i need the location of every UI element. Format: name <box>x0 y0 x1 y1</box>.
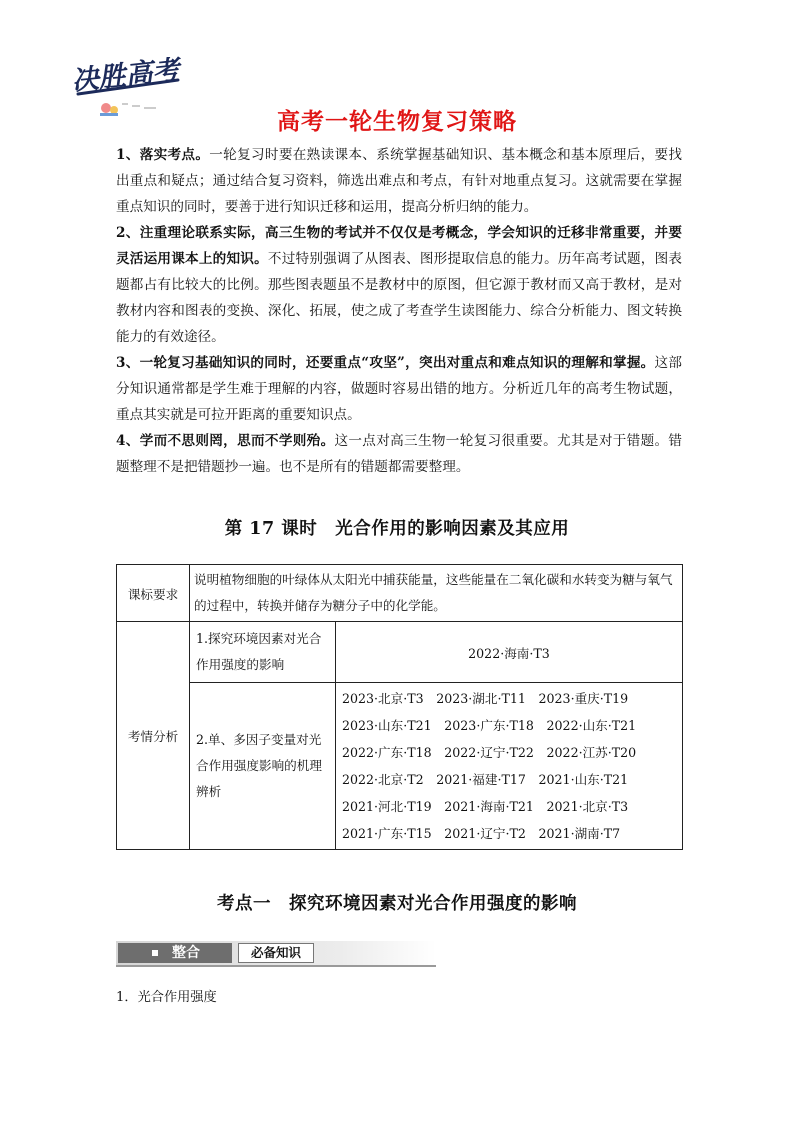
section-banner <box>116 941 436 967</box>
analysis-row-2 <box>117 683 683 850</box>
banner-divider <box>116 965 436 967</box>
strategy-2-lead: 2、注重理论联系实际，高三生物的考试并不仅仅是考概念，学会知识的迁移非常重要，并要灵活运用课本上的知识。 <box>116 225 682 267</box>
banner-light-label: 必备知识 <box>238 943 314 963</box>
banner-dark-tab <box>118 943 232 963</box>
analysis-label: 考情分析 <box>117 622 190 850</box>
topic-1-refs: 2022·海南·T3 <box>336 622 683 683</box>
topic-1: 1.探究环境因素对光合作用强度的影响 <box>190 622 336 683</box>
strategy-3-lead: 3、一轮复习基础知识的同时，还要重点“攻坚”，突出对重点和难点知识的理解和掌握。 <box>116 355 655 371</box>
strategy-3 <box>116 350 682 428</box>
standard-label: 课标要求 <box>117 565 190 622</box>
point-heading: 1．光合作用强度 <box>116 990 217 1005</box>
strategy-4 <box>116 428 682 480</box>
ref-line: 2022·北京·T2 2021·福建·T17 2021·山东·T21 <box>342 772 629 787</box>
lesson-title: 第 17 课时 光合作用的影响因素及其应用 <box>224 519 570 539</box>
ref-line: 2021·河北·T19 2021·海南·T21 2021·北京·T3 <box>342 799 629 814</box>
strategy-1 <box>116 142 682 220</box>
banner-dark-label: 整合 <box>172 945 200 961</box>
topic-2-refs <box>336 683 683 850</box>
strategy-4-text: 这一点对高三生物一轮复习很重要。尤其是对于错题。错题整理不是把错题抄一遍。也不是所有的错题都需要整理。 <box>116 433 682 475</box>
standard-text: 说明植物细胞的叶绿体从太阳光中捕获能量，这些能量在二氧化碳和水转变为糖与氧气的过程中，转换并储存为糖分子中的化学能。 <box>190 565 683 622</box>
strategy-3-text: 这部分知识通常都是学生难于理解的内容，做题时容易出错的地方。分析近几年的高考生物试题，重点其实就是可拉开距离的重要知识点。 <box>116 355 682 423</box>
logo-text: 决胜高考 <box>70 54 181 98</box>
curriculum-table <box>116 564 683 850</box>
section-title: 考点一 探究环境因素对光合作用强度的影响 <box>217 894 577 914</box>
strategy-text <box>116 142 682 480</box>
ref-line: 2021·广东·T15 2021·辽宁·T2 2021·湖南·T7 <box>342 826 621 841</box>
standard-row <box>117 565 683 622</box>
strategy-1-lead: 1、落实考点。 <box>116 147 210 163</box>
ref-line: 2023·北京·T3 2023·湖北·T11 2023·重庆·T19 <box>342 691 629 706</box>
strategy-2 <box>116 220 682 350</box>
strategy-1-text: 一轮复习时要在熟读课本、系统掌握基础知识、基本概念和基本原理后，要找出重点和疑点；通过结合复习资料，筛选出难点和考点，有针对地重点复习。这就需要在掌握重点知识的同时，要善于进行知识迁移和运用，提高分析归纳的能力。 <box>116 147 682 215</box>
strategy-2-text: 不过特别强调了从图表、图形提取信息的能力。历年高考试题，图表题都占有比较大的比例。那些图表题虽不是教材中的原图，但它源于教材而又高于教材，是对教材内容和图表的变换、深化、拓展，使之成了考查学生读图能力、综合分析能力、图文转换能力的有效途径。 <box>116 251 683 345</box>
page-title: 高考一轮生物复习策略 <box>277 109 517 135</box>
strategy-4-lead: 4、学而不思则罔，思而不学则殆。 <box>116 433 335 449</box>
topic-2: 2.单、多因子变量对光合作用强度影响的机理辨析 <box>190 683 336 850</box>
ref-line: 2022·广东·T18 2022·辽宁·T22 2022·江苏·T20 <box>342 745 637 760</box>
ref-line: 2023·山东·T21 2023·广东·T18 2022·山东·T21 <box>342 718 637 733</box>
square-bullet-icon <box>152 950 158 956</box>
analysis-row-1 <box>117 622 683 683</box>
